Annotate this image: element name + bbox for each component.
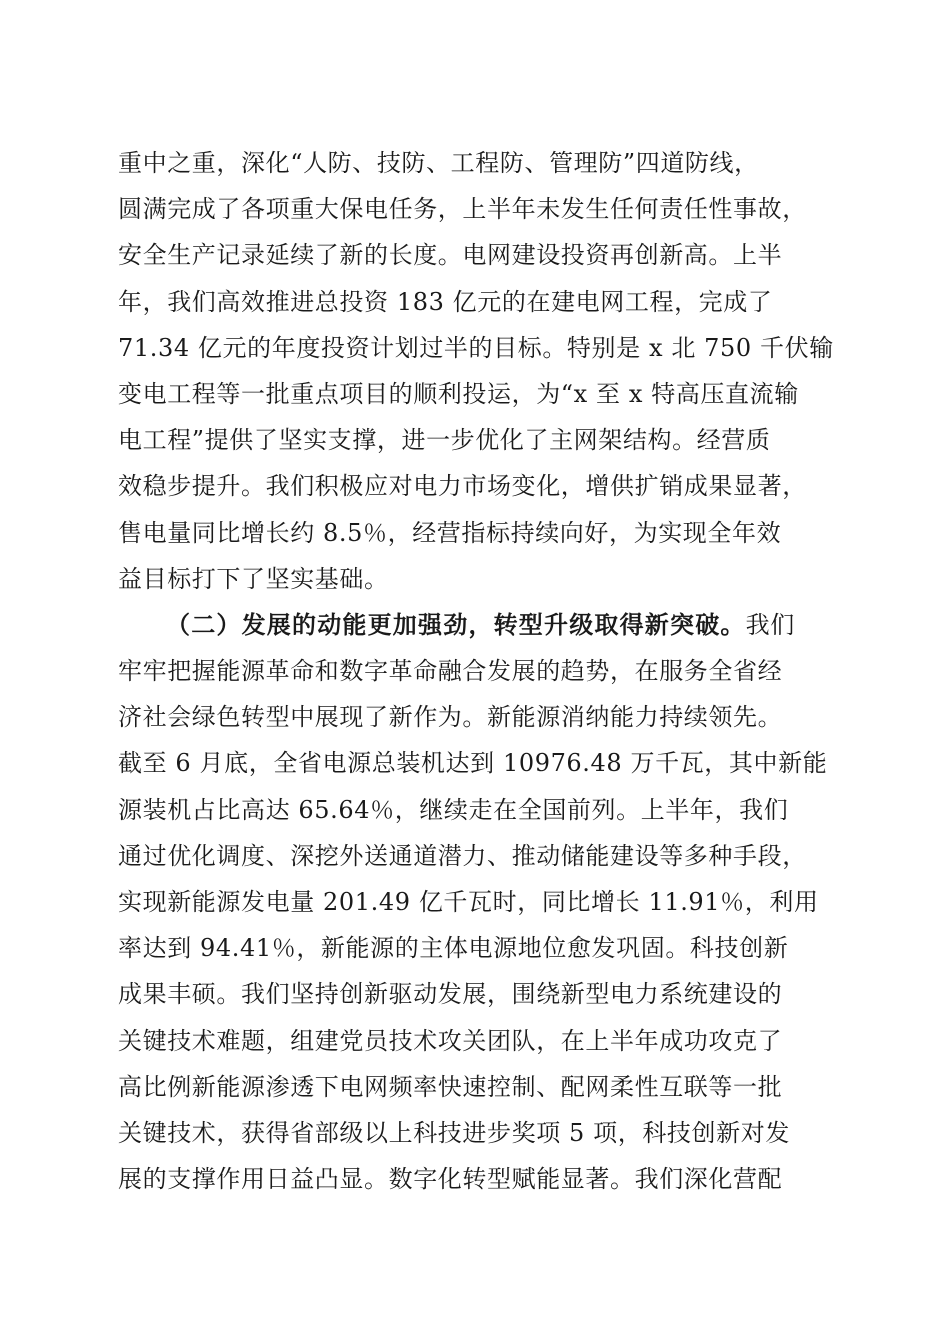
text-line-2: 圆满完成了各项重大保电任务，上半年未发生任何责任性事故，: [118, 195, 807, 224]
text-line-14: 截至 6 月底，全省电源总装机达到 10976.48 万千瓦，其中新能: [118, 749, 828, 778]
text-line-22: 关键技术，获得省部级以上科技进步奖项 5 项，科技创新对发: [118, 1118, 790, 1147]
section-heading-line: [118, 602, 838, 648]
section-heading: （二）发展的动能更加强劲，转型升级取得新突破。: [166, 610, 746, 639]
text-line-17: 实现新能源发电量 201.49 亿千瓦时，同比增长 11.91％，利用: [118, 888, 819, 916]
text-line-10: 益目标打下了坚实基础。: [118, 564, 389, 593]
section-heading-tail: 我们: [745, 610, 795, 639]
text-line-5: 71.34 亿元的年度投资计划过半的目标。特别是 x 北 750 千伏输: [118, 333, 834, 362]
text-line-6: 变电工程等一批重点项目的顺利投运，为“x 至 x 特高压直流输: [118, 379, 799, 408]
text-line-3: 安全生产记录延续了新的长度。电网建设投资再创新高。上半: [118, 241, 783, 270]
text-line-1: 重中之重，深化“人防、技防、工程防、管理防”四道防线，: [118, 149, 759, 177]
text-line-21: 高比例新能源渗透下电网频率快速控制、配网柔性互联等一批: [118, 1072, 783, 1101]
text-line-13: 济社会绿色转型中展现了新作为。新能源消纳能力持续领先。: [118, 703, 783, 732]
text-line-7: 电工程”提供了坚实支撑，进一步优化了主网架结构。经营质: [118, 426, 771, 455]
text-line-4: 年，我们高效推进总投资 183 亿元的在建电网工程，完成了: [118, 287, 773, 316]
text-line-12: 牢牢把握能源革命和数字革命融合发展的趋势，在服务全省经: [118, 657, 783, 686]
text-line-18: 率达到 94.41％，新能源的主体电源地位愈发巩固。科技创新: [118, 934, 789, 963]
text-line-16: 通过优化调度、深挖外送通道潜力、推动储能建设等多种手段，: [118, 841, 807, 870]
text-line-8: 效稳步提升。我们积极应对电力市场变化，增供扩销成果显著，: [118, 472, 807, 501]
body-text: [118, 140, 838, 1202]
text-line-19: 成果丰硕。我们坚持创新驱动发展，围绕新型电力系统建设的: [118, 980, 783, 1009]
text-line-15: 源装机占比高达 65.64％，继续走在全国前列。上半年，我们: [118, 795, 789, 824]
text-line-20: 关键技术难题，组建党员技术攻关团队，在上半年成功攻克了: [118, 1026, 783, 1055]
text-line-23: 展的支撑作用日益凸显。数字化转型赋能显著。我们深化营配: [118, 1165, 783, 1194]
text-line-9: 售电量同比增长约 8.5％，经营指标持续向好，为实现全年效: [118, 518, 782, 547]
